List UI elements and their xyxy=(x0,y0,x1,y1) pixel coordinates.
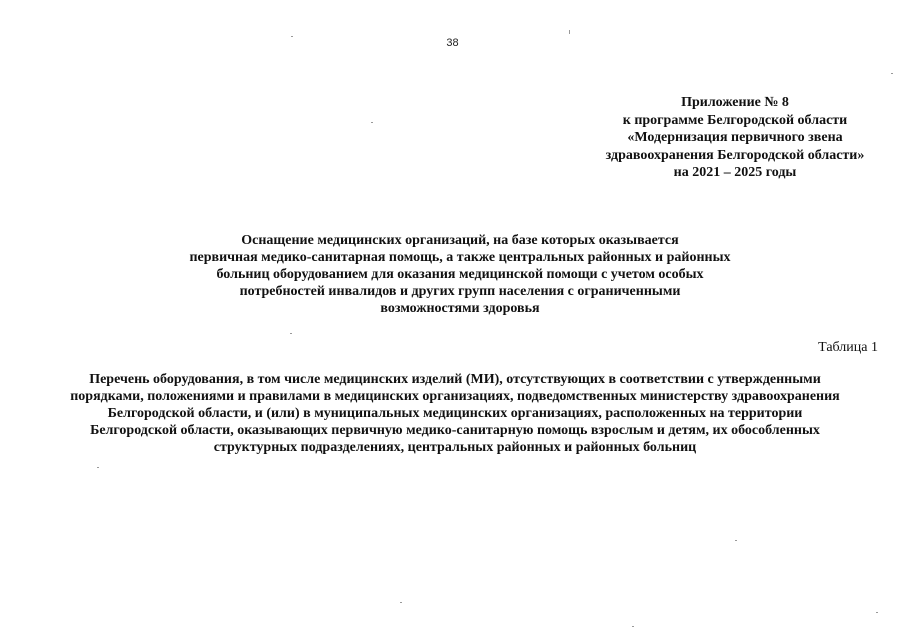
title-line: больниц оборудованием для оказания медицинской помощи с учетом особых xyxy=(216,267,704,282)
scan-speck xyxy=(290,333,292,334)
scan-speck xyxy=(291,36,293,37)
appendix-line: Приложение № 8 xyxy=(681,95,789,110)
title-line: потребностей инвалидов и других групп населения с ограниченными xyxy=(239,284,681,299)
table-title-line: Перечень оборудования, в том числе медицинских изделий (МИ), отсутствующих в соответствии с утвержденными xyxy=(89,372,821,387)
title-line: первичная медико-санитарная помощь, а также центральных районных и районных xyxy=(189,250,731,265)
scan-speck xyxy=(891,73,893,74)
scan-speck xyxy=(632,626,634,627)
scan-speck xyxy=(876,612,878,613)
appendix-line: «Модернизация первичного звена xyxy=(627,130,843,145)
table-title-line: структурных подразделениях, центральных районных и районных больниц xyxy=(213,440,697,455)
title-line: Оснащение медицинских организаций, на базе которых оказывается xyxy=(241,233,679,248)
scan-speck xyxy=(97,467,99,468)
scan-speck xyxy=(735,540,737,541)
appendix-line: к программе Белгородской области xyxy=(622,112,848,128)
scan-speck xyxy=(371,122,373,123)
table-title xyxy=(30,371,880,456)
table-label: Таблица 1 xyxy=(818,340,878,355)
document-title xyxy=(150,232,770,317)
page-number: 38 xyxy=(446,37,459,49)
scan-speck xyxy=(569,30,570,34)
title-line: возможностями здоровья xyxy=(380,301,540,316)
scan-speck xyxy=(400,602,402,603)
table-title-line: Белгородской области, и (или) в муниципальных медицинских организациях, расположенных на территории xyxy=(107,406,803,421)
table-title-line: порядками, положениями и правилами в медицинских организациях, подведомственных министерству здравоохранения xyxy=(70,389,840,404)
table-title-line: Белгородской области, оказывающих первичную медико-санитарную помощь взрослым и детям, их обособленных xyxy=(90,423,820,438)
appendix-line: здравоохранения Белгородской области» xyxy=(605,147,865,163)
appendix-line: на 2021 – 2025 годы xyxy=(673,165,797,180)
appendix-header xyxy=(560,94,905,182)
